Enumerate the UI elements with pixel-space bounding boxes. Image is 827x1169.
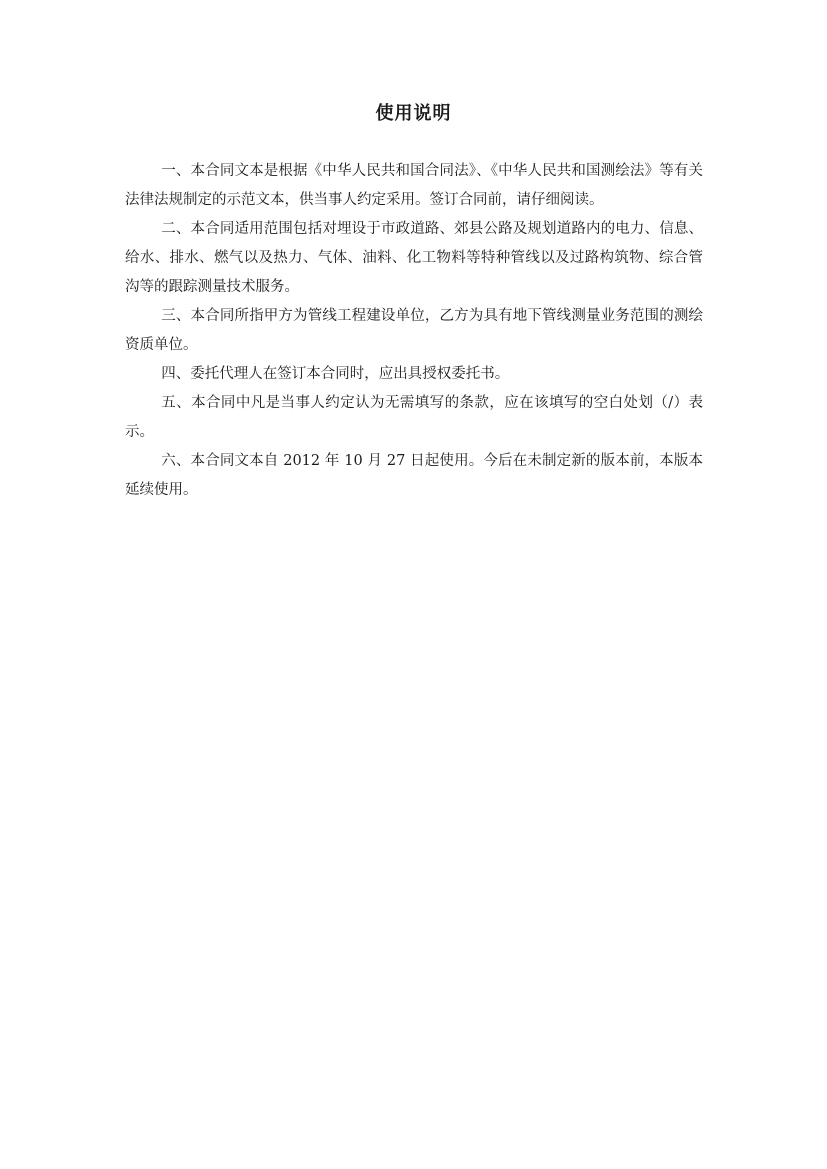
instruction-paragraph-6: 六、本合同文本自 2012 年 10 月 27 日起使用。今后在未制定新的版本前，本版本延续使用。 bbox=[125, 453, 703, 498]
instruction-paragraph-5: 五、本合同中凡是当事人约定认为无需填写的条款，应在该填写的空白处划（/）表示。 bbox=[125, 395, 703, 440]
page-title: 使用说明 bbox=[375, 103, 452, 124]
instruction-paragraph-3: 三、本合同所指甲方为管线工程建设单位，乙方为具有地下管线测量业务范围的测绘资质单位。 bbox=[125, 308, 703, 353]
instructions-body bbox=[125, 157, 703, 505]
instruction-paragraph-1: 一、本合同文本是根据《中华人民共和国合同法》、《中华人民共和国测绘法》等有关法律法规制定的示范文本，供当事人约定采用。签订合同前，请仔细阅读。 bbox=[125, 163, 703, 208]
instruction-paragraph-4: 四、委托代理人在签订本合同时，应出具授权委托书。 bbox=[161, 366, 510, 382]
instruction-paragraph-2: 二、本合同适用范围包括对埋设于市政道路、郊县公路及规划道路内的电力、信息、给水、排水、燃气以及热力、气体、油料、化工物料等特种管线以及过路构筑物、综合管沟等的跟踪测量技术服务。 bbox=[125, 221, 703, 295]
